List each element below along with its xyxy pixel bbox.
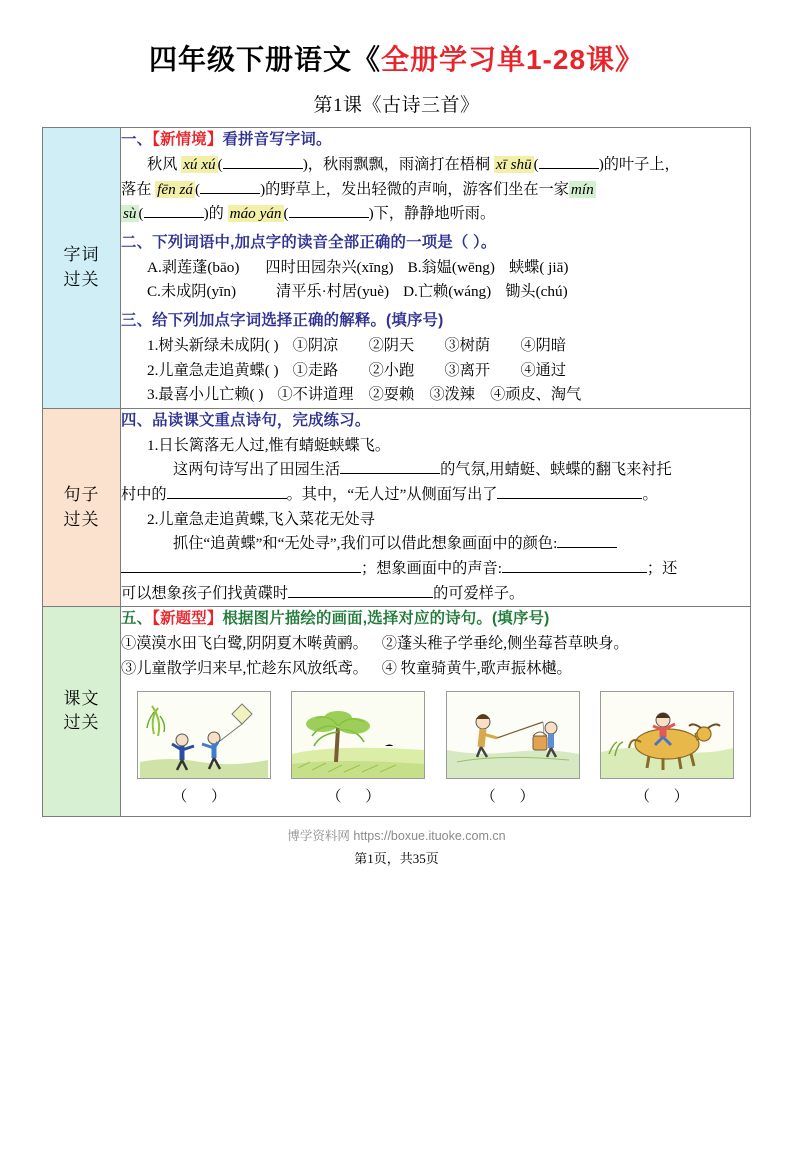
q3-item-3-options[interactable]: ①不讲道理 ②耍赖 ③泼辣 ④顽皮、淘气 bbox=[277, 386, 582, 404]
q1-l3-c: ( bbox=[283, 205, 289, 223]
title-suffix: 》 bbox=[615, 44, 645, 75]
q1-line-1 bbox=[121, 153, 750, 178]
q1-blank-4[interactable] bbox=[144, 217, 204, 218]
question-3-heading: 三、给下列加点字词选择正确的解释。(填序号) bbox=[121, 312, 444, 330]
q1-blank-3[interactable] bbox=[200, 193, 260, 194]
q5-option-4[interactable]: ④ 牧童骑黄牛,歌声振林樾。 bbox=[381, 659, 572, 677]
q4-s1-b: 的气氛,用蜻蜓、蛱蝶的翻飞来衬托 bbox=[440, 461, 672, 479]
q4-sentence-1-fill-2 bbox=[121, 483, 750, 508]
title-prefix: 四年级下册语文《 bbox=[148, 44, 381, 75]
q5-option-line-1 bbox=[121, 632, 750, 657]
q4-sentence-1: 1.日长篱落无人过,惟有蜻蜓蛱蝶飞。 bbox=[147, 436, 390, 454]
row-label-text-line1: 课文 bbox=[63, 688, 100, 708]
buffalo-boy-illustration bbox=[601, 692, 733, 778]
q3-item-3-stem[interactable]: 3.最喜小儿亡赖( ) bbox=[147, 386, 264, 404]
q3-item-1-options[interactable]: ①阴凉 ②阴天 ③树荫 ④阴暗 bbox=[292, 336, 566, 354]
q4-sentence-2-fill bbox=[121, 532, 750, 557]
row-label-sentences-line1: 句子 bbox=[63, 484, 100, 504]
question-5-number: 五、 bbox=[121, 610, 153, 628]
willow-field-illustration bbox=[292, 692, 424, 778]
q1-pinyin-maoyan: máo yán bbox=[229, 205, 282, 223]
q1-l3-a: ( bbox=[138, 205, 144, 223]
q1-blank-2[interactable] bbox=[539, 168, 599, 169]
q3-item-2-stem[interactable]: 2.儿童急走追黄蝶( ) bbox=[147, 361, 279, 379]
q2-option-b[interactable]: B.翁媪(wēng) bbox=[407, 258, 495, 276]
q3-item-2-options[interactable]: ①走路 ②小跑 ③离开 ④通过 bbox=[292, 361, 566, 379]
q2-options-line-2 bbox=[121, 280, 750, 305]
row-content-vocabulary bbox=[121, 128, 751, 409]
q1-l1-d: ( bbox=[533, 155, 539, 173]
q4-s2-d: 可以想象孩子们找黄碟时 bbox=[121, 584, 289, 602]
q5-option-line-2 bbox=[121, 657, 750, 682]
fishing-child-picture bbox=[446, 691, 580, 779]
q3-item-2 bbox=[121, 359, 750, 384]
table-row-sentences bbox=[43, 408, 751, 606]
q4-s1-a: 这两句诗写出了田园生活 bbox=[173, 461, 341, 479]
new-context-tag: 【新情境】 bbox=[152, 131, 223, 148]
fishing-child-illustration bbox=[447, 692, 579, 778]
row-content-sentences bbox=[121, 408, 751, 606]
q1-l1-e: )的叶子上， bbox=[598, 155, 680, 173]
footer-page-number: 第1页，共35页 bbox=[354, 850, 439, 866]
picture-bracket-2[interactable]: （ ） bbox=[326, 789, 391, 806]
row-label-text bbox=[43, 607, 121, 817]
q4-blank-5[interactable] bbox=[121, 572, 361, 573]
new-question-type-tag: 【新题型】 bbox=[152, 610, 223, 628]
q1-blank-1[interactable] bbox=[223, 168, 303, 169]
q1-pinyin-su: sù bbox=[123, 205, 137, 223]
q1-l3-b: )的 bbox=[203, 205, 224, 223]
question-5-text: 根据图片描绘的画面,选择对应的诗句。(填序号) bbox=[222, 610, 550, 628]
q4-s2-c: ；还 bbox=[646, 559, 678, 577]
row-content-text bbox=[121, 607, 751, 817]
buffalo-boy-picture bbox=[600, 691, 734, 779]
q3-item-1 bbox=[121, 334, 750, 359]
q1-pinyin-min: mín bbox=[570, 180, 594, 198]
q4-blank-2[interactable] bbox=[167, 498, 287, 499]
q5-option-1[interactable]: ①漠漠水田飞白鹭,阴阴夏木啭黄鹂。 bbox=[121, 635, 368, 653]
q4-sentence-2: 2.儿童急走追黄蝶,飞入菜花无处寻 bbox=[147, 510, 375, 528]
worksheet-page bbox=[0, 38, 793, 1160]
q2-option-a[interactable]: A.剥莲蓬(bāo) bbox=[147, 258, 240, 276]
lesson-subtitle: 第1课《古诗三首》 bbox=[313, 95, 480, 116]
q1-pinyin-fenza: fēn zá bbox=[157, 180, 194, 198]
row-label-vocabulary-line1: 字词 bbox=[63, 245, 100, 265]
q4-s2-e: 的可爱样子。 bbox=[433, 584, 525, 602]
question-1-heading bbox=[121, 128, 750, 153]
q2-options-line-1 bbox=[121, 256, 750, 281]
q1-l2-c: )的野草上，发出轻微的声响，游客们坐在一家 bbox=[260, 180, 569, 198]
question-1-number: 一、 bbox=[121, 131, 153, 148]
q1-l3-d: )下，静静地听雨。 bbox=[368, 205, 496, 223]
page-title bbox=[42, 38, 751, 78]
q1-line-3 bbox=[121, 202, 750, 227]
table-row-text bbox=[43, 607, 751, 817]
picture-bracket-3[interactable]: （ ） bbox=[480, 789, 545, 806]
q5-option-3[interactable]: ③儿童散学归来早,忙趁东风放纸鸢。 bbox=[121, 659, 368, 677]
q4-blank-3[interactable] bbox=[497, 498, 642, 499]
q4-sentence-2-fill-3 bbox=[121, 582, 750, 607]
worksheet-table bbox=[42, 127, 751, 817]
picture-bracket-4[interactable]: （ ） bbox=[634, 789, 699, 806]
picture-row bbox=[121, 691, 750, 779]
q4-blank-7[interactable] bbox=[288, 597, 433, 598]
q4-sentence-1-fill bbox=[121, 458, 750, 483]
q5-option-2[interactable]: ②蓬头稚子学垂纶,侧坐莓苔草映身。 bbox=[381, 635, 629, 653]
q4-s1-d: 。其中，“无人过”从侧面写出了 bbox=[286, 486, 498, 504]
q4-s2-b: ；想象画面中的声音: bbox=[361, 559, 502, 577]
q1-pinyin-xuxu: xú xú bbox=[183, 155, 216, 173]
kite-children-picture bbox=[137, 691, 271, 779]
q2-option-b2[interactable]: 蛱蝶( jiā) bbox=[508, 258, 569, 276]
q4-blank-1[interactable] bbox=[340, 473, 440, 474]
title-highlight: 全册学习单1-28课 bbox=[380, 44, 616, 75]
q2-option-c2[interactable]: 清平乐·村居(yuè) bbox=[276, 283, 390, 301]
picture-answer-brackets bbox=[121, 785, 750, 809]
q1-l2-b: ( bbox=[195, 180, 201, 198]
q1-l1-b: ( bbox=[217, 155, 223, 173]
q1-line-2 bbox=[121, 178, 750, 203]
question-2-heading: 二、下列词语中,加点字的读音全部正确的一项是（ ）。 bbox=[121, 233, 497, 251]
row-label-vocabulary-line2: 过关 bbox=[63, 269, 100, 289]
q2-option-a2[interactable]: 四时田园杂兴(xīng) bbox=[265, 258, 394, 276]
row-label-sentences bbox=[43, 408, 121, 606]
q4-s2-a: 抓住“追黄蝶”和“无处寻”,我们可以借此想象画面中的颜色: bbox=[173, 535, 558, 553]
q1-l2-a: 落在 bbox=[121, 180, 152, 198]
q2-option-d2[interactable]: 锄头(chú) bbox=[505, 283, 568, 301]
q2-option-c[interactable]: C.未成阴(yīn) bbox=[147, 283, 237, 301]
q4-blank-4[interactable] bbox=[557, 547, 617, 548]
picture-bracket-1[interactable]: （ ） bbox=[172, 789, 236, 806]
willow-field-picture bbox=[291, 691, 425, 779]
q3-item-1-stem[interactable]: 1.树头新绿未成阴( ) bbox=[147, 336, 279, 354]
table-row-vocabulary bbox=[43, 128, 751, 409]
q4-s1-c: 村中的 bbox=[121, 486, 167, 504]
row-label-text-line2: 过关 bbox=[63, 713, 100, 733]
q2-option-d[interactable]: D.亡赖(wáng) bbox=[403, 283, 492, 301]
row-label-vocabulary bbox=[43, 128, 121, 409]
q4-s1-e: 。 bbox=[642, 486, 658, 504]
footer-watermark: 博学资料网 https://boxue.ituoke.com.cn bbox=[287, 828, 506, 843]
q1-pinyin-xishu: xī shū bbox=[495, 155, 532, 173]
q1-l1-c: )，秋雨飘飘，雨滴打在梧桐 bbox=[302, 155, 491, 173]
question-1-text: 看拼音写字词。 bbox=[222, 131, 332, 148]
q1-blank-5[interactable] bbox=[289, 217, 369, 218]
q3-item-3 bbox=[121, 383, 750, 408]
row-label-sentences-line2: 过关 bbox=[63, 509, 100, 529]
q1-l1-a: 秋风 bbox=[147, 155, 178, 173]
q4-blank-6[interactable] bbox=[502, 572, 647, 573]
question-5-heading bbox=[121, 607, 750, 632]
kite-children-illustration bbox=[138, 692, 270, 778]
q4-sentence-2-fill-2 bbox=[121, 557, 750, 582]
question-4-heading: 四、品读课文重点诗句，完成练习。 bbox=[121, 411, 371, 429]
